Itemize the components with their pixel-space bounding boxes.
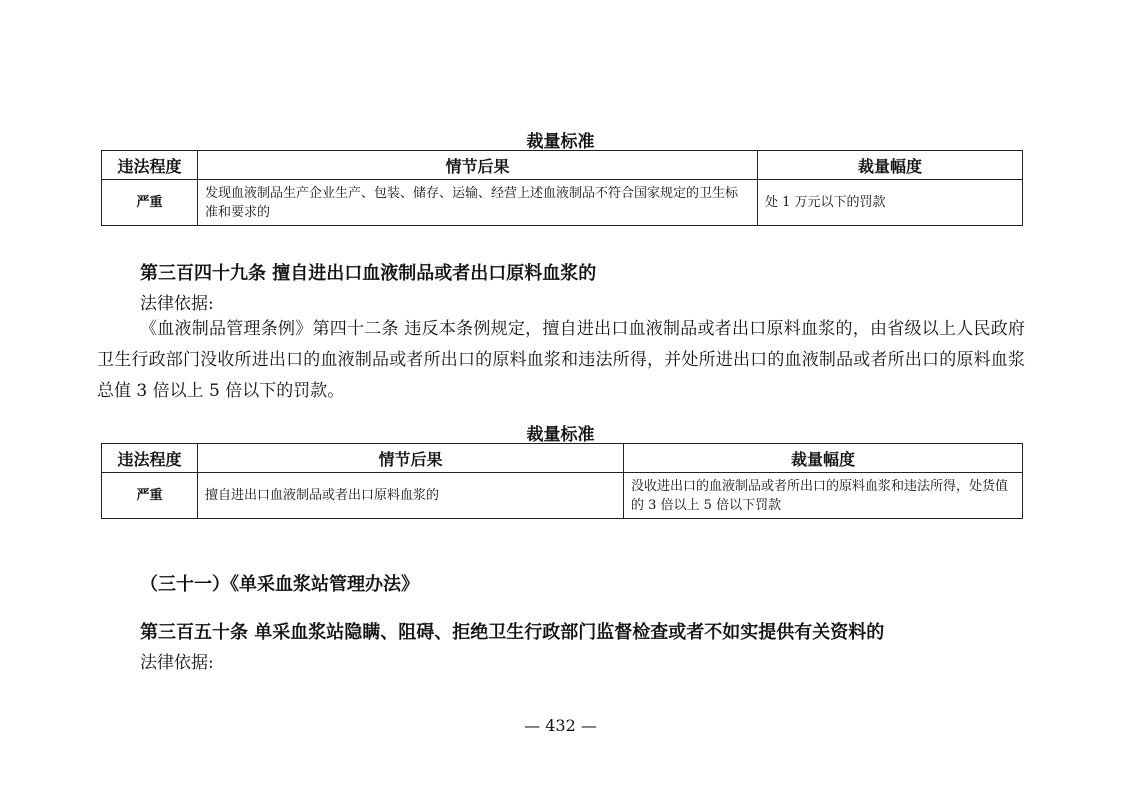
article349-title: 第三百四十九条 擅自进出口血液制品或者出口原料血浆的: [140, 263, 597, 284]
table1-cell-level: 严重: [102, 180, 198, 226]
article350-basis-label: 法律依据:: [140, 653, 214, 673]
table1-header-row: [102, 151, 1023, 180]
table2-caption: 裁量标准: [526, 425, 595, 445]
table2-cell-circumstances: 擅自进出口血液制品或者出口原料血浆的: [198, 473, 624, 519]
table2-cell-level: 严重: [102, 473, 198, 519]
table1-cell-penalty: 处 1 万元以下的罚款: [758, 180, 1023, 226]
table2-header-row: [102, 444, 1023, 473]
table2-header-level: 违法程度: [102, 444, 198, 473]
table1-header-level: 违法程度: [102, 151, 198, 180]
table-row: [102, 180, 1023, 226]
section31-title: （三十一）《单采血浆站管理办法》: [140, 574, 419, 595]
table1: [101, 150, 1023, 226]
table-row: [102, 473, 1023, 519]
table2-cell-penalty: 没收进出口的血液制品或者所出口的原料血浆和违法所得，处货值的 3 倍以上 5 倍以下罚款: [624, 473, 1023, 519]
table1-caption: 裁量标准: [526, 132, 595, 152]
table1-header-penalty: 裁量幅度: [758, 151, 1023, 180]
table2: [101, 443, 1023, 519]
article349-body-text: 《血液制品管理条例》第四十二条 违反本条例规定，擅自进出口血液制品或者出口原料血浆的，由省级以上人民政府卫生行政部门没收所进出口的血液制品或者所出口的原料血浆和违法所得，并处所进出口的血液制品或者所出口的原料血浆总值 3 倍以上 5 倍以下的罚款。: [97, 319, 1025, 401]
table2-header-penalty: 裁量幅度: [624, 444, 1023, 473]
table2-header-circumstances: 情节后果: [198, 444, 624, 473]
article349-basis-label: 法律依据:: [140, 294, 214, 314]
table1-header-circumstances: 情节后果: [198, 151, 758, 180]
article350-title: 第三百五十条 单采血浆站隐瞒、阻碍、拒绝卫生行政部门监督检查或者不如实提供有关资料的: [140, 622, 885, 643]
table1-cell-circumstances: 发现血液制品生产企业生产、包装、储存、运输、经营上述血液制品不符合国家规定的卫生标准和要求的: [198, 180, 758, 226]
page-number: — 432 —: [524, 716, 597, 735]
